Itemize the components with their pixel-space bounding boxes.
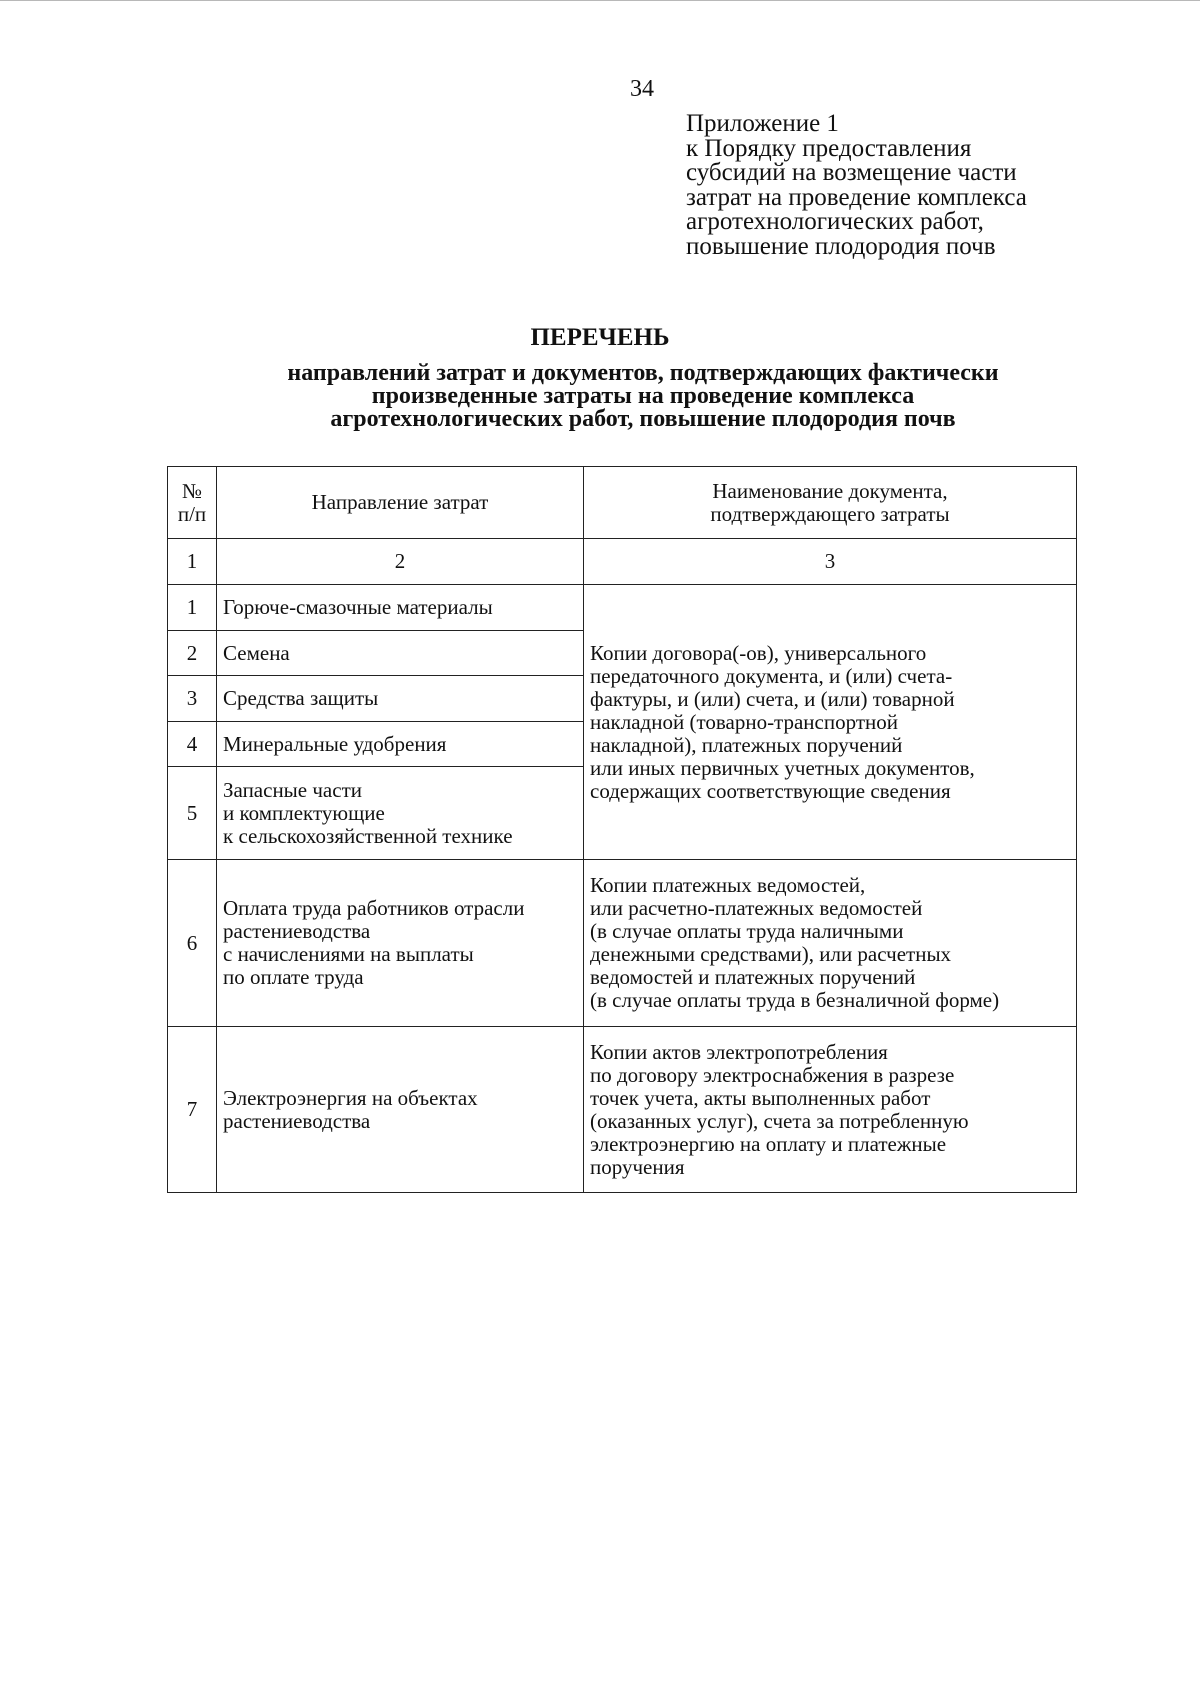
appendix-line: агротехнологических работ, (686, 208, 984, 235)
subtitle-line: направлений затрат и документов, подтверждающих фактически (287, 360, 999, 386)
table-row (168, 860, 1077, 1027)
column-index: 1 (168, 539, 217, 585)
header-direction: Направление затрат (217, 467, 584, 539)
expense-direction: Оплата труда работников отрасли растениеводства с начислениями на выплаты по оплате труда (217, 860, 584, 1027)
shared-document-cell: Копии договора(-ов), универсального передаточного документа, и (или) счета- фактуры, и (или) счета, и (или) товарной накладной (товарно-транспортной накладной), платежных поручений или иных первичных учетных документов, содержащих соответствующие сведения (584, 585, 1077, 860)
appendix-line: Приложение 1 (686, 110, 839, 137)
table-row (168, 585, 1077, 631)
document-cell: Копии платежных ведомостей, или расчетно-платежных ведомостей (в случае оплаты труда наличными денежными средствами), или расчетных ведомостей и платежных поручений (в случае оплаты труда в безналичной форме) (584, 860, 1077, 1027)
appendix-line: повышение плодородия почв (686, 232, 996, 260)
expense-direction: Электроэнергия на объектах растениеводства (217, 1027, 584, 1193)
appendix-line: субсидий на возмещение части (686, 159, 1017, 186)
appendix-line: затрат на проведение комплекса (686, 183, 1027, 211)
subtitle-line: агротехнологических работ, повышение плодородия почв (330, 406, 956, 432)
scan-edge-line (0, 0, 1200, 1)
table-header-row (168, 467, 1077, 539)
expense-document-table (167, 466, 1077, 1193)
row-number: 3 (168, 676, 217, 722)
row-number: 7 (168, 1027, 217, 1193)
appendix-line: к Порядку предоставления (686, 134, 972, 162)
column-index: 2 (217, 539, 584, 585)
row-number: 4 (168, 722, 217, 767)
page-number: 34 (630, 76, 654, 102)
column-index-row (168, 539, 1077, 585)
expense-direction: Горюче-смазочные материалы (217, 585, 584, 631)
row-number: 6 (168, 860, 217, 1027)
subtitle-line: произведенные затраты на проведение комплекса (371, 383, 915, 409)
document-title: ПЕРЕЧЕНЬ (530, 324, 670, 351)
row-number: 5 (168, 767, 217, 860)
header-number: № п/п (168, 467, 217, 539)
table-row (168, 1027, 1077, 1193)
row-number: 2 (168, 631, 217, 676)
appendix-note (686, 112, 1126, 259)
expense-direction: Запасные части и комплектующие к сельскохозяйственной технике (217, 767, 584, 860)
document-subtitle (200, 362, 1086, 431)
expense-direction: Минеральные удобрения (217, 722, 584, 767)
header-document: Наименование документа, подтверждающего затраты (584, 467, 1077, 539)
document-cell: Копии актов электропотребления по договору электроснабжения в разрезе точек учета, акты выполненных работ (оказанных услуг), счета за потребленную электроэнергию на оплату и платежные поручения (584, 1027, 1077, 1193)
expense-direction: Средства защиты (217, 676, 584, 722)
row-number: 1 (168, 585, 217, 631)
expense-direction: Семена (217, 631, 584, 676)
column-index: 3 (584, 539, 1077, 585)
